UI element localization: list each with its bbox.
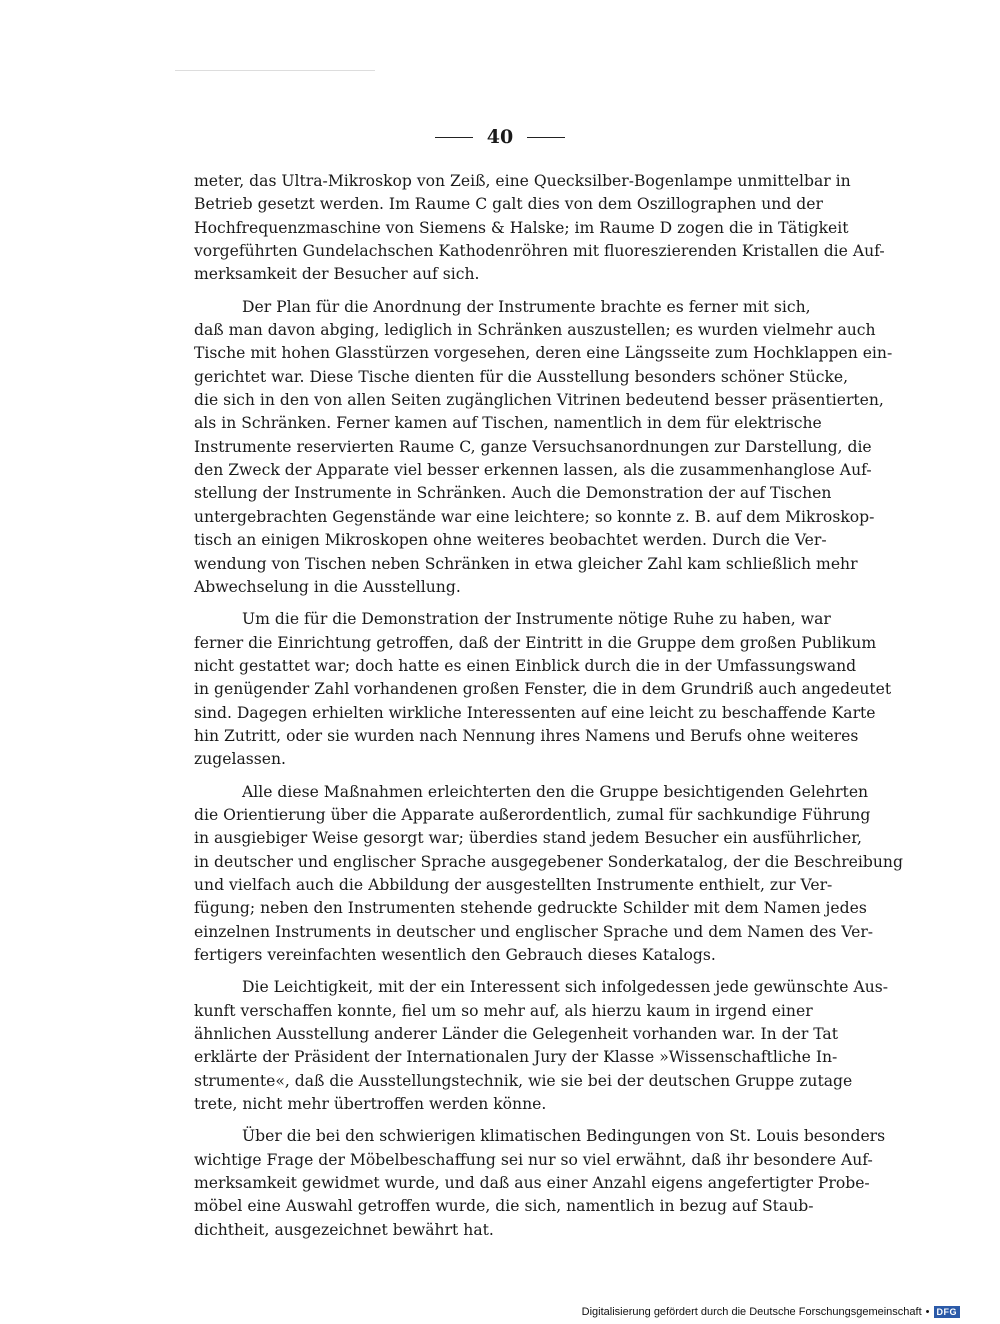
text-line: Alle diese Maßnahmen erleichterten den die Gruppe besichtigenden Gelehrten	[242, 782, 869, 801]
text-line: fertigers vereinfachten wesentlich den Gebrauch dieses Katalogs.	[194, 946, 716, 964]
text-line: in deutscher und englischer Sprache ausgegebener Sonderkatalog, der die Beschreibung	[194, 852, 903, 871]
text-line: ähnlichen Ausstellung anderer Länder die Gelegenheit vorhanden war. In der Tat	[194, 1025, 838, 1044]
text-line: dichtheit, ausgezeichnet bewährt hat.	[194, 1220, 494, 1239]
text-line: in genügender Zahl vorhandenen großen Fenster, die in dem Grundriß auch angedeutet	[194, 680, 892, 699]
text-line: Instrumente reservierten Raume C, ganze Versuchsanordnungen zur Darstellung, die	[194, 437, 872, 456]
text-line: Der Plan für die Anordnung der Instrumente brachte es ferner mit sich,	[242, 297, 811, 316]
text-line: Die Leichtigkeit, mit der ein Interessent sich infolgedessen jede gewünschte Aus-	[242, 978, 889, 997]
dfg-logo: DFG	[934, 1306, 961, 1318]
body-text	[194, 170, 903, 1251]
page-header	[0, 126, 1000, 148]
text-line: stellung der Instrumente in Schränken. Auch die Demonstration der auf Tischen	[194, 484, 832, 503]
text-line: erklärte der Präsident der Internationalen Jury der Klasse »Wissenschaftliche In-	[194, 1048, 838, 1067]
text-line: und vielfach auch die Abbildung der ausgestellten Instrumente enthielt, zur Ver-	[194, 875, 833, 894]
text-line: Um die für die Demonstration der Instrumente nötige Ruhe zu haben, war	[242, 610, 831, 629]
text-line: Betrieb gesetzt werden. Im Raume C galt dies von dem Oszillographen und der	[194, 195, 823, 214]
text-line: fügung; neben den Instrumenten stehende gedruckte Schilder mit dem Namen jedes	[194, 899, 867, 918]
text-line: trete, nicht mehr übertroffen werden könne.	[194, 1095, 547, 1114]
scan-speck	[175, 70, 375, 71]
text-line: zugelassen.	[194, 750, 286, 769]
text-line: Tische mit hohen Glasstürzen vorgesehen, deren eine Längsseite zum Hochklappen ein-	[194, 344, 893, 363]
text-line: gerichtet war. Diese Tische dienten für die Ausstellung besonders schöner Stücke,	[194, 367, 849, 386]
bullet-separator: •	[925, 1306, 930, 1318]
text-line: Hochfrequenzmaschine von Siemens & Halske; im Raume D zogen die in Tätigkeit	[194, 218, 849, 237]
text-line: möbel eine Auswahl getroffen wurde, die sich, namentlich in bezug auf Staub-	[194, 1197, 814, 1216]
text-line: merksamkeit der Besucher auf sich.	[194, 265, 480, 284]
paragraph	[194, 170, 885, 287]
text-line: einzelnen Instruments in deutscher und englischer Sprache und dem Namen des Ver-	[194, 922, 874, 941]
text-line: kunft verschaffen konnte, fiel um so mehr auf, als hierzu kaum in irgend einer	[194, 1001, 813, 1020]
text-line: strumente«, daß die Ausstellungstechnik, wie sie bei der deutschen Gruppe zutage	[194, 1071, 853, 1090]
text-line: Abwechselung in die Ausstellung.	[194, 577, 461, 596]
text-line: daß man davon abging, lediglich in Schränken auszustellen; es wurden vielmehr auch	[194, 321, 876, 340]
text-line: wendung von Tischen neben Schränken in etwa gleicher Zahl kam schließlich mehr	[194, 554, 858, 573]
text-line: wichtige Frage der Möbelbeschaffung sei nur so viel erwähnt, daß ihr besondere Auf-	[194, 1150, 873, 1169]
text-line: die Orientierung über die Apparate außerordentlich, zumal für sachkundige Führung	[194, 805, 871, 824]
text-line: die sich in den von allen Seiten zugänglichen Vitrinen bedeutend besser präsentierten,	[194, 391, 884, 410]
text-line: hin Zutritt, oder sie wurden nach Nennung ihres Namens und Berufs ohne weiteres	[194, 726, 859, 745]
paragraph	[194, 1125, 886, 1242]
text-line: meter, das Ultra-Mikroskop von Zeiß, eine Quecksilber-Bogenlampe unmittelbar in	[194, 172, 851, 190]
text-line: den Zweck der Apparate viel besser erkennen lassen, als die zusammenhanglose Auf-	[194, 461, 872, 480]
digitization-credit	[582, 1306, 960, 1318]
text-line: ferner die Einrichtung getroffen, daß der Eintritt in die Gruppe dem großen Publikum	[194, 633, 877, 652]
text-line: nicht gestattet war; doch hatte es einen Einblick durch die in der Umfassungswand	[194, 656, 857, 675]
header-rule-left	[435, 137, 473, 138]
text-line: Über die bei den schwierigen klimatischen Bedingungen von St. Louis besonders	[242, 1127, 886, 1146]
text-line: als in Schränken. Ferner kamen auf Tischen, namentlich in dem für elektrische	[194, 414, 822, 433]
header-rule-right	[527, 137, 565, 138]
paragraph	[194, 781, 903, 968]
text-line: untergebrachten Gegenstände war eine leichtere; so konnte z. B. auf dem Mikroskop-	[194, 507, 875, 526]
text-line: in ausgiebiger Weise gesorgt war; überdies stand jedem Besucher ein ausführlicher,	[194, 829, 862, 848]
text-line: merksamkeit gewidmet wurde, und daß aus einer Anzahl eigens angefertigter Probe-	[194, 1174, 870, 1193]
credit-text: Digitalisierung gefördert durch die Deutsche Forschungsgemeinschaft	[581, 1306, 922, 1318]
paragraph	[194, 608, 892, 771]
page-number: 40	[486, 126, 514, 148]
text-line: vorgeführten Gundelachschen Kathodenröhren mit fluoreszierenden Kristallen die Auf-	[194, 242, 885, 261]
text-line: tisch an einigen Mikroskopen ohne weiteres beobachtet werden. Durch die Ver-	[194, 531, 827, 550]
paragraph	[194, 296, 893, 599]
text-line: sind. Dagegen erhielten wirkliche Interessenten auf eine leicht zu beschaffende Karte	[194, 703, 876, 722]
paragraph	[194, 976, 889, 1116]
